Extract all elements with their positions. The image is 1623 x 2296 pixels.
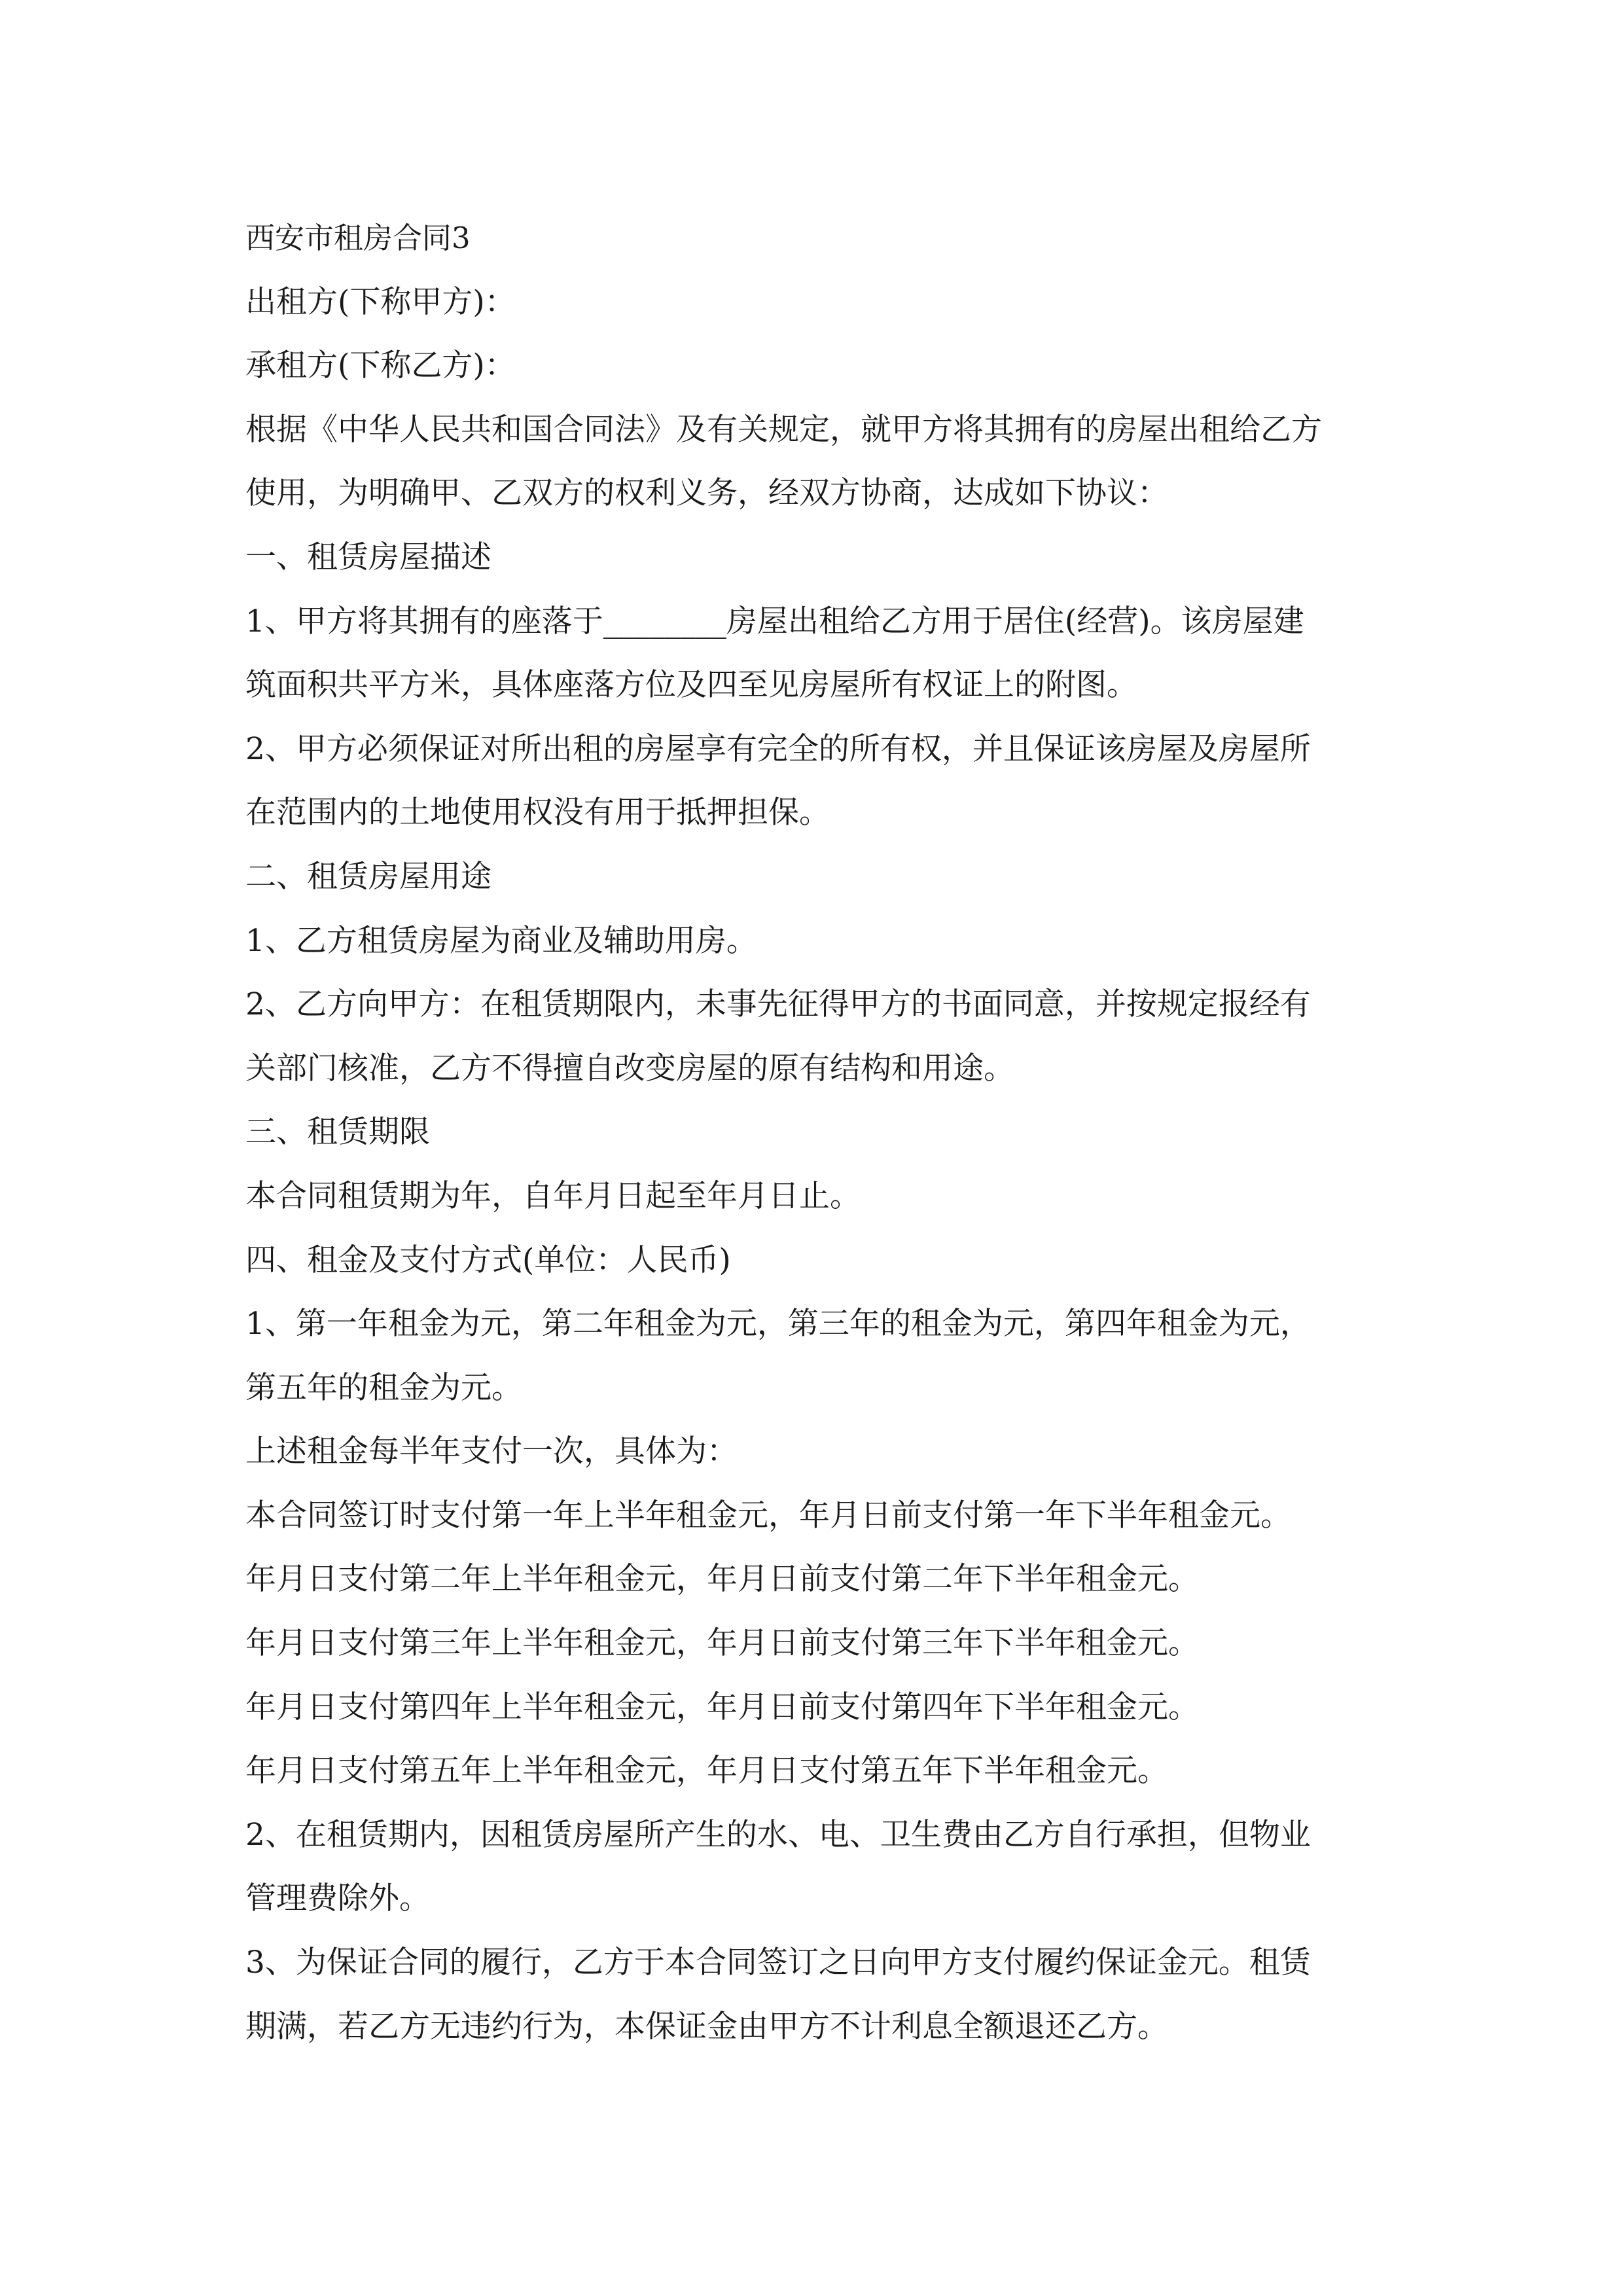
payment-year-1: 本合同签订时支付第一年上半年租金元，年月日前支付第一年下半年租金元。 [245, 1497, 1291, 1534]
clause-1-2-line-2: 在范围内的土地使用权没有用于抵押担保。 [245, 795, 830, 831]
clause-4-3-line-1: 3、为保证合同的履行，乙方于本合同签订之日向甲方支付履约保证金元。租赁 [245, 1945, 1311, 1981]
clause-3-text: 本合同租赁期为年，自年月日起至年月日止。 [245, 1177, 861, 1214]
clause-2-2-line-2: 关部门核准，乙方不得擅自改变房屋的原有结构和用途。 [245, 1050, 1014, 1086]
clause-2-1: 1、乙方租赁房屋为商业及辅助用房。 [245, 922, 757, 959]
section-heading-2: 二、租赁房屋用途 [245, 858, 491, 895]
preamble-line-2: 使用，为明确甲、乙双方的权利义务，经双方协商，达成如下协议： [245, 475, 1168, 512]
party-b-line: 承租方(下称乙方)： [245, 348, 516, 384]
payment-year-4: 年月日支付第四年上半年租金元，年月日前支付第四年下半年租金元。 [245, 1689, 1199, 1725]
party-a-line: 出租方(下称甲方)： [245, 283, 516, 320]
clause-4-1-line-2: 第五年的租金为元。 [245, 1369, 522, 1406]
clause-1-1-line-1: 1、甲方将其拥有的座落于________房屋出租给乙方用于居住(经营)。该房屋建 [245, 603, 1304, 639]
clause-2-2-line-1: 2、乙方向甲方：在租赁期限内，未事先征得甲方的书面同意，并按规定报经有 [245, 986, 1311, 1023]
document-title: 西安市租房合同3 [245, 221, 471, 255]
clause-1-1-line-2: 筑面积共平方米，具体座落方位及四至见房屋所有权证上的附图。 [245, 667, 1137, 704]
section-heading-3: 三、租赁期限 [245, 1114, 430, 1151]
clause-4-1-line-1: 1、第一年租金为元，第二年租金为元，第三年的租金为元，第四年租金为元， [245, 1306, 1311, 1342]
payment-year-3: 年月日支付第三年上半年租金元，年月日前支付第三年下半年租金元。 [245, 1625, 1199, 1662]
payment-year-2: 年月日支付第二年上半年租金元，年月日前支付第二年下半年租金元。 [245, 1561, 1199, 1598]
clause-4-2-line-1: 2、在租赁期内，因租赁房屋所产生的水、电、卫生费由乙方自行承担，但物业 [245, 1816, 1311, 1853]
clause-4-2-line-2: 管理费除外。 [245, 1880, 430, 1917]
clause-1-2-line-1: 2、甲方必须保证对所出租的房屋享有完全的所有权，并且保证该房屋及房屋所 [245, 730, 1311, 767]
section-heading-4: 四、租金及支付方式(单位：人民币) [245, 1242, 731, 1278]
payment-year-5: 年月日支付第五年上半年租金元，年月日支付第五年下半年租金元。 [245, 1753, 1168, 1789]
clause-4-3-line-2: 期满，若乙方无违约行为，本保证金由甲方不计利息全额退还乙方。 [245, 2008, 1168, 2045]
section-heading-1: 一、租赁房屋描述 [245, 539, 491, 575]
payment-intro: 上述租金每半年支付一次，具体为： [245, 1433, 738, 1470]
contract-body [245, 206, 1384, 2058]
preamble-line-1: 根据《中华人民共和国合同法》及有关规定，就甲方将其拥有的房屋出租给乙方 [245, 411, 1322, 448]
